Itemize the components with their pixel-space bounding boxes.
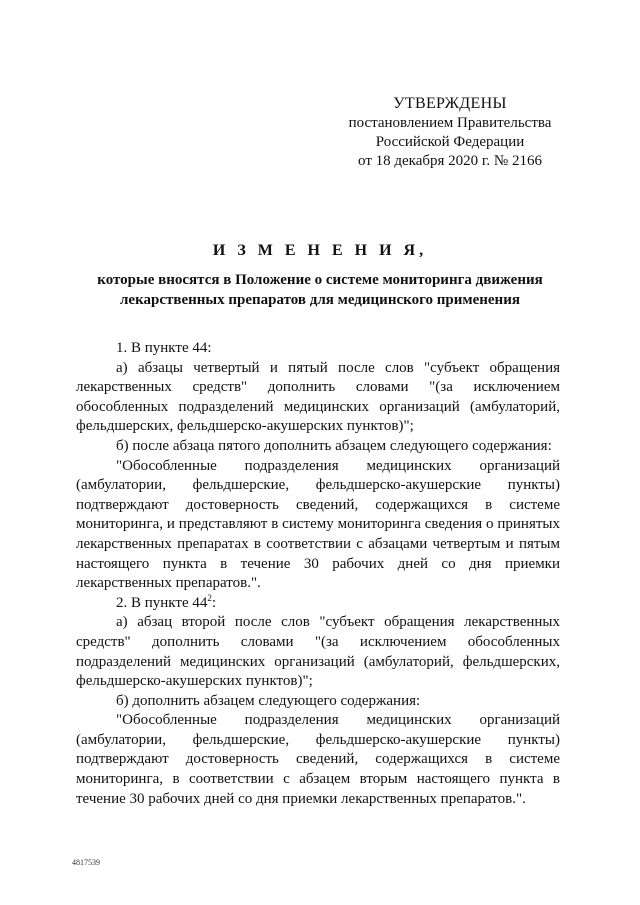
approval-line: постановлением Правительства xyxy=(348,115,552,131)
item-1-heading: 1. В пункте 44: xyxy=(116,340,212,356)
approval-date-number: от 18 декабря 2020 г. № 2166 xyxy=(358,153,542,169)
item-2-heading xyxy=(76,594,560,614)
document-title: И З М Е Н Е Н И Я, xyxy=(212,242,428,259)
item-2-heading-colon: : xyxy=(211,594,217,611)
document-number: 4817539 xyxy=(72,858,100,867)
approval-heading: УТВЕРЖДЕНЫ xyxy=(393,95,507,112)
document-subtitle: которые вносятся в Положение о системе мониторинга движения лекарственных препаратов для медицинского применения xyxy=(97,272,543,308)
document-body xyxy=(76,339,560,809)
item-2-superscript: 2 xyxy=(207,592,212,603)
approval-line: Российской Федерации xyxy=(375,134,525,150)
item-2-heading-text: 2. В пункте 44 xyxy=(116,594,208,611)
item-1b-quote: "Обособленные подразделения медицинских организаций (амбулатории, фельдшерские, фельдшерско-акушерские пункты) подтверждают достоверность сведений, содержащихся в системе мониторинга, и представляют в систему мониторинга сведения о принятых лекарственных препаратах в соответствии с абзацами четвертым и пятым настоящего пункта в течение 30 рабочих дней со дня приемки лекарственных препаратов.". xyxy=(76,457,560,592)
item-1b-paragraph: б) после абзаца пятого дополнить абзацем следующего содержания: xyxy=(116,437,552,454)
item-2a-paragraph: а) абзац второй после слов "субъект обращения лекарственных средств" дополнить словами "(за исключением обособленных подразделений медицинских организаций (амбулаторий, фельдшерских, фельдшерско-акушерских пунктов)"; xyxy=(76,614,560,690)
item-2b-quote: "Обособленные подразделения медицинских организаций (амбулатории, фельдшерские, фельдшерско-акушерские пункты) подтверждают достоверность сведений, содержащихся в системе мониторинга, в соответствии с абзацем вторым настоящего пункта в течение 30 рабочих дней со дня приемки лекарственных препаратов.". xyxy=(76,712,560,807)
item-1a-paragraph: а) абзацы четвертый и пятый после слов "субъект обращения лекарственных средств" дополнить словами "(за исключением обособленных подразделений медицинских организаций (амбулаторий, фельдшерских, фельдшерско-акушерских пунктов)"; xyxy=(76,359,560,435)
approval-block xyxy=(330,94,570,171)
item-2b-paragraph: б) дополнить абзацем следующего содержания: xyxy=(116,692,421,709)
